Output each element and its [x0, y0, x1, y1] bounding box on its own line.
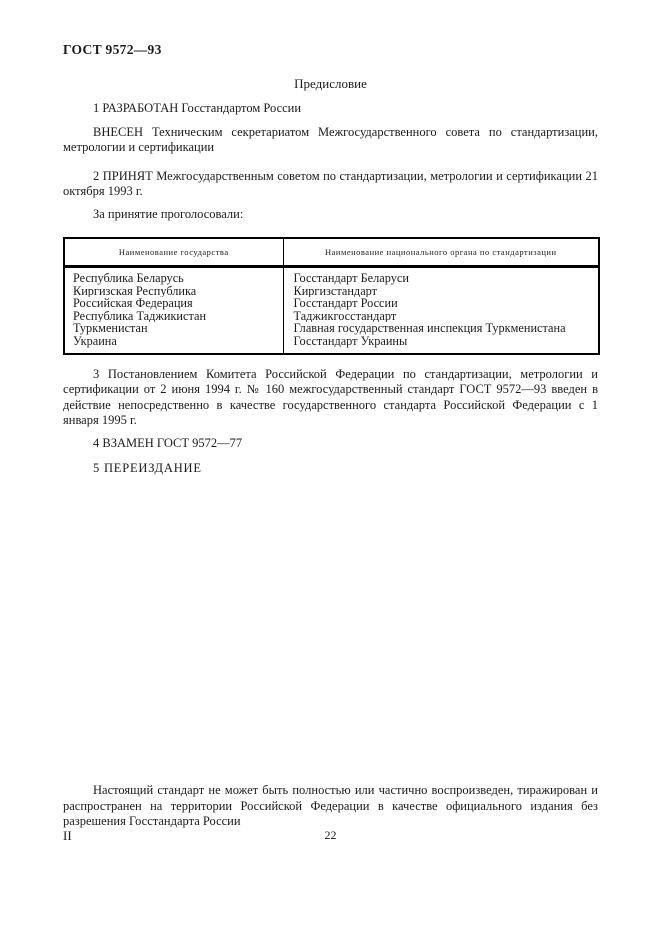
cell-org: Госстандарт Украины	[283, 335, 599, 354]
clause-decree: 3 Постановлением Комитета Российской Федерации по стандартизации, метрологии и сертификации от 2 июня 1994 г. № 160 межгосударственный стандарт ГОСТ 9572—93 введен в действие непосредственно в качестве государственного стандарта Российской Федерации с 1 января 1995 г.	[63, 366, 598, 428]
clause-replaces: 4 ВЗАМЕН ГОСТ 9572—77	[93, 435, 243, 450]
page-roman-numeral: II	[63, 828, 72, 843]
table-row	[64, 335, 599, 354]
cell-state: Российская Федерация	[73, 297, 193, 310]
voting-intro: За принятие проголосовали:	[93, 206, 244, 221]
table-row	[64, 310, 599, 323]
table-header-state: Наименование государства	[64, 238, 283, 267]
table-row	[64, 267, 599, 285]
cell-org: Киргизстандарт	[283, 285, 599, 298]
clause-developed: 1 РАЗРАБОТАН Госстандартом России	[93, 101, 302, 115]
table-row	[64, 285, 599, 298]
cell-state: Киргизская Республика	[73, 284, 197, 298]
cell-org: Госстандарт России	[283, 297, 599, 310]
cell-state: Республика Таджикистан	[73, 309, 207, 323]
voting-table	[63, 237, 600, 355]
cell-state: Украина	[73, 334, 117, 348]
table-row	[64, 297, 599, 310]
page-number: 22	[324, 828, 337, 842]
cell-state: Республика Беларусь	[73, 271, 184, 285]
doc-code: ГОСТ 9572—93	[63, 42, 162, 57]
cell-org: Таджикгосстандарт	[283, 310, 599, 323]
copyright-note: Настоящий стандарт не может быть полностью или частично воспроизведен, тиражирован и распространен на территории Российской Федерации в качестве официального издания без разрешения Госстандарта России	[63, 783, 598, 828]
page-heading: Предисловие	[294, 76, 367, 91]
cell-org: Главная государственная инспекция Туркменистана	[283, 322, 599, 335]
cell-state: Туркменистан	[73, 322, 148, 335]
cell-org: Госстандарт Беларуси	[283, 267, 599, 285]
table-row	[64, 322, 599, 335]
table-header-row	[64, 238, 599, 267]
page-content	[63, 0, 598, 477]
clause-reissue: 5 ПЕРЕИЗДАНИЕ	[93, 461, 202, 476]
clause-submitted: ВНЕСЕН Техническим секретариатом Межгосударственного совета по стандартизации, метрологии и сертификации	[63, 124, 598, 154]
clause-adopted: 2 ПРИНЯТ Межгосударственным советом по стандартизации, метрологии и сертификации 21 октября 1993 г.	[63, 168, 598, 198]
table-header-org: Наименование национального органа по стандартизации	[283, 238, 599, 267]
